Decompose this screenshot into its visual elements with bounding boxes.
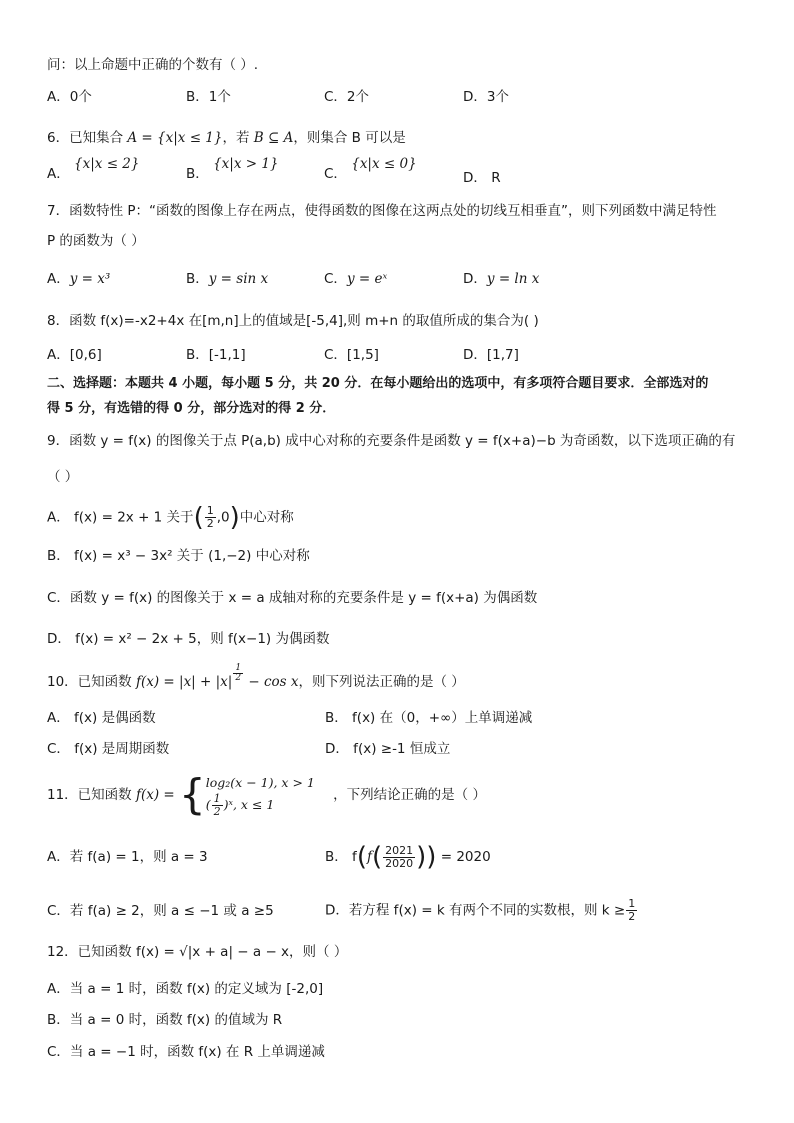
- q5-option-a: A．0个: [47, 89, 92, 105]
- q6-option-b-value: {x|x > 1}: [213, 156, 279, 172]
- q10-option-a: A． f(x) 是偶函数: [47, 710, 156, 726]
- q8-option-c: C．[1,5]: [324, 347, 379, 363]
- q7-question-line1: 7．函数特性 P：“函数的图像上存在两点，使得函数的图像在这两点处的切线互相垂直”，则下列函数中满足特性: [47, 203, 717, 219]
- q5-option-b: B．1个: [186, 89, 231, 105]
- q11-question: 11．已知函数 f(x) = { log₂(x − 1), x > 1 ( $\frac{1}{2}$ )ˣ, x ≤ 1 ，下列结论正确的是（ ）: [47, 770, 486, 819]
- q7-option-d-value: y = ln x: [486, 271, 540, 287]
- q6-option-c-value: {x|x ≤ 0}: [351, 156, 417, 172]
- q6-text-b: ，若: [222, 130, 250, 146]
- q11-option-b: B． f(f( $\frac{2021}{2020}$ )) = 2020: [325, 842, 491, 872]
- q6-option-b: B． {x|x > 1}: [186, 156, 279, 182]
- q6-option-d-value: R: [491, 170, 501, 186]
- q11-piecewise: { log₂(x − 1), x > 1 ( $\frac{1}{2}$ )ˣ, x ≤ 1: [179, 770, 315, 819]
- q7-option-a: A．y = x³: [47, 271, 111, 287]
- q10-option-d: D． f(x) ≥-1 恒成立: [325, 741, 451, 757]
- q11-case1: log₂(x − 1), x > 1: [205, 774, 315, 790]
- q7-option-b-value: y = sin x: [208, 271, 269, 287]
- q11-option-d: D．若方程 f(x) = k 有两个不同的实数根，则 k ≥ $\frac{1}{2}$: [325, 897, 636, 923]
- q10-question: 10．已知函数 f(x) = |x| + |x| $\frac{1}{2}$ − cos x，则下列说法正确的是（ ）: [47, 663, 465, 690]
- q6-option-a-value: {x|x ≤ 2}: [74, 156, 140, 172]
- q8-option-b: B．[-1,1]: [186, 347, 246, 363]
- q10-expression: f(x) = |x| + |x| $\frac{1}{2}$ − cos x: [135, 663, 299, 690]
- q10-option-b: B． f(x) 在（0，+∞）上单调递减: [325, 710, 533, 726]
- q10-exponent: $\frac{1}{2}$: [235, 663, 242, 683]
- section2-heading-line2: 得 5 分，有选错的得 0 分，部分选对的得 2 分．: [47, 401, 336, 416]
- q7-option-c-value: y = eˣ: [346, 271, 388, 287]
- q6-subset: B ⊆ A: [253, 130, 294, 146]
- q12-option-a: A．当 a = 1 时，函数 f(x) 的定义域为 [-2,0]: [47, 981, 324, 997]
- q10-option-c: C． f(x) 是周期函数: [47, 741, 170, 757]
- q6-set-a: A = {x|x ≤ 1}: [127, 130, 223, 146]
- q7-question-line2: P 的函数为（ ）: [47, 233, 145, 249]
- q8-option-d: D．[1,7]: [463, 347, 519, 363]
- q11-option-a: A．若 f(a) = 1，则 a = 3: [47, 849, 208, 865]
- q11-option-b-fraction: $\frac{2021}{2020}$: [385, 843, 414, 870]
- q5-question-tail: 问：以上命题中正确的个数有（ ）.: [47, 57, 259, 73]
- q9-option-c: C．函数 y = f(x) 的图像关于 x = a 成轴对称的充要条件是 y = f(x+a) 为偶函数: [47, 590, 538, 606]
- q9-option-a-fraction: $\frac{1}{2}$: [206, 504, 214, 530]
- q7-option-d: D．y = ln x: [463, 271, 540, 287]
- q12-option-c: C．当 a = −1 时，函数 f(x) 在 R 上单调递减: [47, 1044, 325, 1060]
- q12-question: 12．已知函数 f(x) = √|x + a| − a − x，则（ ）: [47, 944, 348, 960]
- q6-question: [47, 129, 406, 147]
- q6-option-a: A． {x|x ≤ 2}: [47, 156, 140, 182]
- q5-option-c: C．2个: [324, 89, 370, 105]
- q9-option-d: D． f(x) = x² − 2x + 5，则 f(x−1) 为偶函数: [47, 631, 330, 647]
- q9-option-a: A． f(x) = 2x + 1 关于( $\frac{1}{2}$ ,0)中心对称: [47, 502, 294, 533]
- q6-option-d: D． R: [463, 170, 501, 186]
- q9-option-b: B． f(x) = x³ − 3x² 关于 (1,−2) 中心对称: [47, 548, 310, 564]
- q6-text-a: 已知集合: [69, 130, 124, 146]
- q8-question: 8．函数 f(x)=-x2+4x 在[m,n]上的值域是[-5,4],则 m+n 的取值所成的集合为( ): [47, 313, 539, 329]
- q6-number: 6．: [47, 130, 70, 146]
- q5-option-d: D．3个: [463, 89, 509, 105]
- q11-option-d-fraction: $\frac{1}{2}$: [628, 897, 636, 923]
- q7-option-a-value: y = x³: [69, 271, 111, 287]
- q11-case2: ( $\frac{1}{2}$ )ˣ, x ≤ 1: [205, 791, 275, 818]
- q8-option-a: A．[0,6]: [47, 347, 102, 363]
- q9-question-line1: 9．函数 y = f(x) 的图像关于点 P(a,b) 成中心对称的充要条件是函数 y = f(x+a)−b 为奇函数，以下选项正确的有: [47, 433, 736, 449]
- section2-heading-line1: 二、选择题：本题共 4 小题，每小题 5 分，共 20 分．在每小题给出的选项中，有多项符合题目要求．全部选对的: [47, 376, 709, 391]
- q6-option-c: C． {x|x ≤ 0}: [324, 156, 417, 182]
- q11-option-c: C．若 f(a) ≥ 2，则 a ≤ −1 或 a ≥5: [47, 903, 274, 919]
- q7-option-c: C．y = eˣ: [324, 271, 388, 287]
- q9-question-line2: （ ）: [47, 469, 79, 485]
- q12-option-b: B．当 a = 0 时，函数 f(x) 的值域为 R: [47, 1012, 283, 1028]
- q7-option-b: B．y = sin x: [186, 271, 269, 287]
- q6-text-c: ，则集合 B 可以是: [293, 130, 406, 146]
